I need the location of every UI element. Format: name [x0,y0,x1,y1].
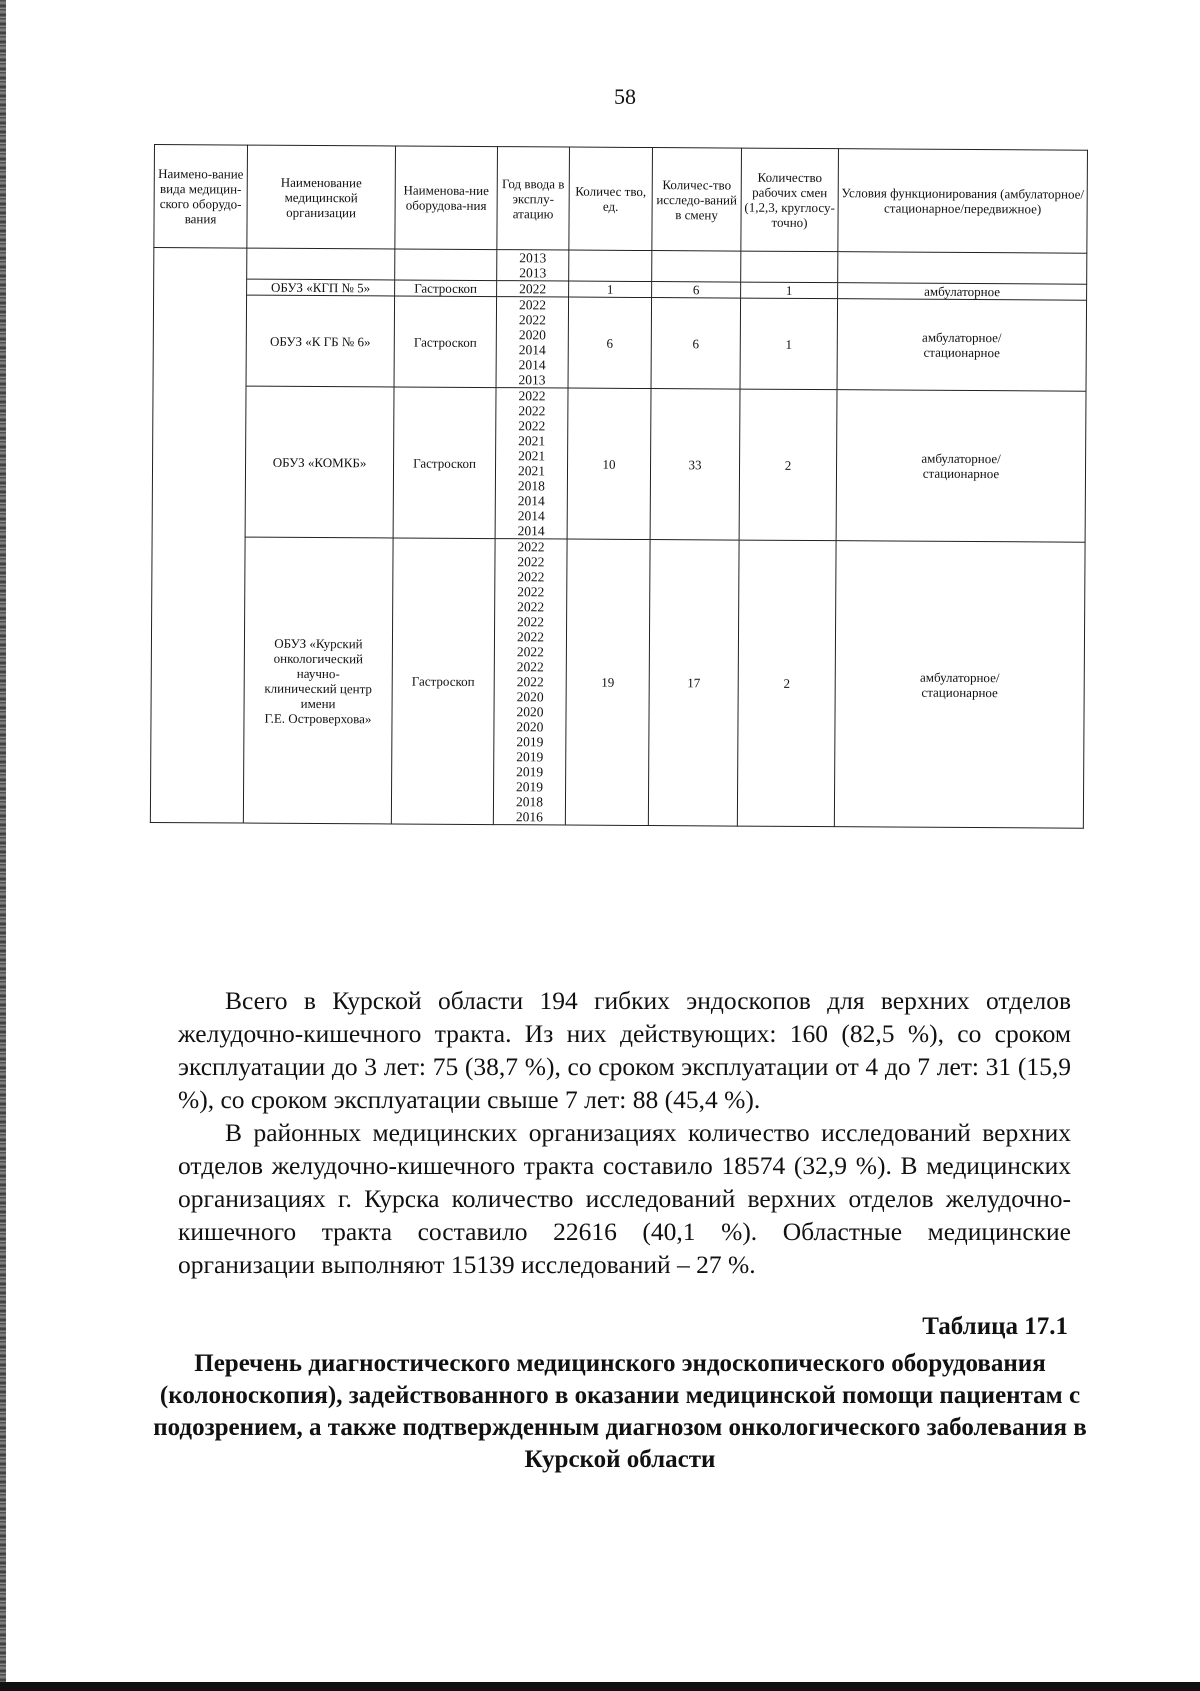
conditions-cell: амбулаторное [838,283,1087,301]
studies-cell: 33 [650,389,740,541]
header-operating-conditions: Условия функционирования (амбулаторное/стационарное/передвижное) [838,149,1088,254]
count-cell: 19 [565,539,650,826]
years-cell: 2013 2013 [497,250,569,281]
org-cell: ОБУЗ «К ГБ № 6» [246,295,395,387]
table-row [152,385,1086,542]
header-commission-year: Год ввода в эксплу-атацию [497,147,570,250]
shifts-cell: 1 [741,282,838,299]
org-cell [247,248,395,280]
count-cell: 6 [568,297,652,389]
years-cell: 2022 [497,281,569,297]
org-cell: ОБУЗ «КОМКБ» [245,386,394,538]
scan-edge-bottom [0,1682,1200,1691]
table-row [150,536,1085,828]
org-cell: ОБУЗ «Курский онкологический научно- клинический центр имени Г.Е. Островерхова» [243,537,393,824]
studies-cell: 6 [651,298,741,390]
conditions-cell [838,252,1087,285]
equipment-type-cell [150,248,247,824]
header-studies-per-shift: Количес-тво исследо-ваний в смену [652,148,742,252]
years-cell: 2022 2022 2022 2021 2021 2021 2018 2014 2014 2014 [495,388,568,539]
conditions-cell: амбулаторное/ стационарное [834,541,1085,829]
table-row [153,295,1087,392]
equipment-cell: Гастроскоп [393,387,496,539]
studies-cell [652,251,741,283]
conditions-cell: амбулаторное/ стационарное [837,299,1087,392]
equipment-cell [395,249,497,281]
years-cell: 2022 2022 2020 2014 2014 2013 [496,297,569,388]
table-label: Таблица 17.1 [922,1313,1068,1340]
page-number: 58 [614,84,636,109]
equipment-table [150,144,1088,829]
body-text [178,984,1071,1281]
equipment-cell: Гастроскоп [391,538,495,825]
count-cell [569,250,652,282]
header-organization: Наименование медицинской организации [247,145,396,249]
conditions-cell: амбулаторное/ стационарное [836,390,1086,543]
header-equipment-name: Наименова-ние оборудова-ния [395,146,498,250]
studies-cell: 6 [652,282,741,299]
count-cell: 10 [567,388,651,540]
table-header-row [154,145,1088,254]
years-cell: 2022 2022 2022 2022 2022 2022 2022 2022 2022 2022 2020 2020 2020 2019 2019 2019 2019 2018 2016 [493,539,567,825]
shifts-cell [741,251,838,283]
header-unit-count: Количес тво, ед. [569,147,653,251]
equipment-cell: Гастроскоп [395,280,497,297]
org-cell: ОБУЗ «КГП № 5» [247,279,395,296]
shifts-cell: 2 [737,540,836,827]
scan-edge-left [0,0,6,1691]
count-cell: 1 [569,281,652,298]
shifts-cell: 1 [740,298,838,390]
equipment-cell: Гастроскоп [394,296,497,388]
header-work-shifts: Количество рабочих смен (1,2,3, круглосу-точно) [741,148,839,252]
studies-cell: 17 [648,540,739,827]
shifts-cell: 2 [739,389,837,541]
paragraph: Всего в Курской области 194 гибких эндоскопов для верхних отделов желудочно-кишечного тракта. Из них действующих: 160 (82,5 %), со сроком эксплуатации до 3 лет: 75 (38,7 %), со сроком эксплуатации от 4 до 7 лет: 31 (15,9 %), со сроком эксплуатации свыше 7 лет: 88 (45,4 %). [178,986,1071,1114]
header-equipment-type: Наимено-вание вида медицин-ского оборудо-вания [154,145,248,249]
paragraph: В районных медицинских организациях количество исследований верхних отделов желудочно-кишечного тракта составило 18574 (32,9 %). В медицинских организациях г. Курска количество исследований верхних отделов желудочно-кишечного тракта составило 22616 (40,1 %). Областные медицинские организации выполняют 15139 исследований – 27 %. [178,1118,1071,1279]
table-title: Перечень диагностического медицинского эндоскопического оборудования (колоноскопия), задействованного в оказании медицинской помощи пациентам с подозрением, а также подтвержденным диагнозом онкологического заболевания в Курской области [153,1350,1087,1473]
